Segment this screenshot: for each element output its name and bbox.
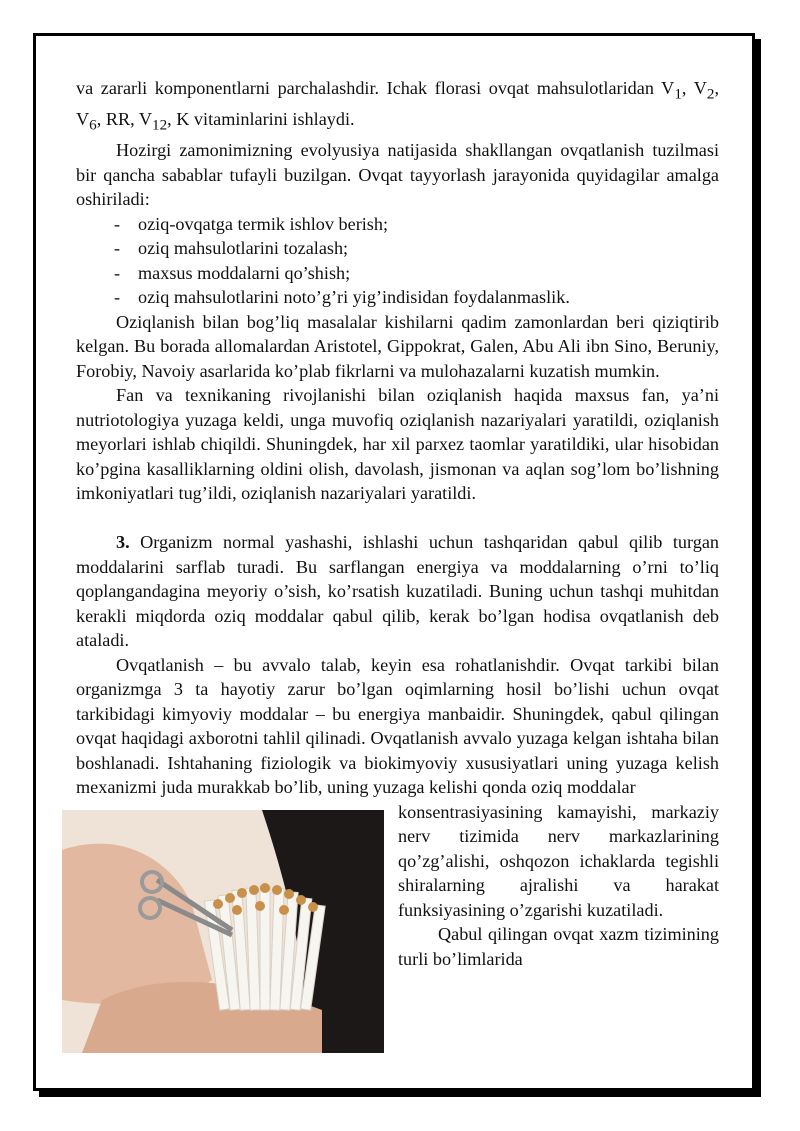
- list-item: - maxsus moddalarni qo’shish;: [114, 262, 351, 283]
- paragraph-6: Ovqatlanish – bu avvalo talab, keyin esa rohatlanishdir. Ovqat tarkibi bilan organizmga 3 ta hayotiy zarur bo’lgan oqimlarning hosil bo’lishi uchun ovqat tarkibidagi kimyoviy moddalar – bu energiya manbaidir. Shuningdek, qabul qilingan ovqat haqidagi axborotni tahlil qilinadi. Ovqatlanish avvalo yuzaga kelgan ishtaha bilan boshlanadi. Ishtahaning fiziologik va biokimyoviy xususiyatlari uning yuzaga kelish mexanizmi juda murakkab bo’lib, uning yuzaga kelishi qonda oziq moddalar: [76, 654, 719, 798]
- section-number: 3.: [116, 532, 130, 553]
- list-item: - oziq-ovqatga termik ishlov berish;: [114, 213, 389, 234]
- paragraph-3: Oziqlanish bilan bog’liq masalalar kishilarni qadim zamonlardan beri qiziqtirib kelgan. Bu borada allomalardan Aristotel, Gippokrat, Galen, Abu Ali ibn Sino, Beruniy, Forobiy, Navoiy asarlarida ko’plab fikrlarni va mulohazalarni kuzatish mumkin.: [76, 311, 719, 381]
- paragraph-5: 3. Organizm normal yashashi, ishlashi uchun tashqaridan qabul qilib turgan moddalarini sarflab turadi. Bu sarflangan energiya va moddalarning o’rni to’liq qoplangandagina meyoriy o’sish, ko’rsatish kuzatiladi. Buning uchun tashqi muhitdan kerakli miqdorda oziq moddalar qabul qilib, kerak bo’lgan hodisa ovqatlanish deb ataladi.: [76, 532, 720, 651]
- paragraph-1: va zararli komponentlarni parchalashdir. Ichak florasi ovqat mahsulotlaridan $V_1$, $V_2$, $V_6$, RR, $V_{12}$, K vitaminlarini ishlaydi.: [76, 78, 719, 134]
- document-body: [76, 76, 719, 1053]
- photo-illustration: [62, 810, 384, 1053]
- paragraph-7: Qabul qilingan ovqat xazm tizimining turli bo’limlarida: [398, 924, 719, 969]
- list-item: - oziq mahsulotlarini noto’g’ri yig’indisidan foydalanmaslik.: [114, 287, 570, 308]
- paragraph-6-continued: konsentrasiyasining kamayishi, markaziy nerv tizimida nerv markazlarining qo’zg’alishi, oshqozon ichaklarda tegishli shiralarning ajralishi va harakat funksiyasining o’zgarishi kuzatiladi.: [398, 801, 719, 920]
- paragraph-4: Fan va texnikaning rivojlanishi bilan oziqlanish haqida maxsus fan, ya’ni nutriotologiya yuzaga keldi, unga muvofiq oziqlanish nazariyalari yaratildi, oziqlanish meyorlari ishlab chiqildi. Shuningdek, har xil parxez taomlar yaratildiki, ular hisobidan ko’pgina kasalliklarning oldini olish, davolash, jismonan va aqlan sog’lom bo’lishning imkoniyatlari tug’ildi, oziqlanish nazariyalari yaratildi.: [76, 385, 719, 504]
- photo-cutting-cigarettes: [62, 810, 384, 1053]
- paragraph-2: Hozirgi zamonimizning evolyusiya natijasida shakllangan ovqatlanish tuzilmasi bir qancha sabablar tufayli buzilgan. Ovqat tayyorlash jarayonida quyidagilar amalga oshiriladi:: [76, 140, 719, 210]
- list-item: - oziq mahsulotlarini tozalash;: [114, 238, 349, 259]
- bullet-list: [76, 212, 719, 310]
